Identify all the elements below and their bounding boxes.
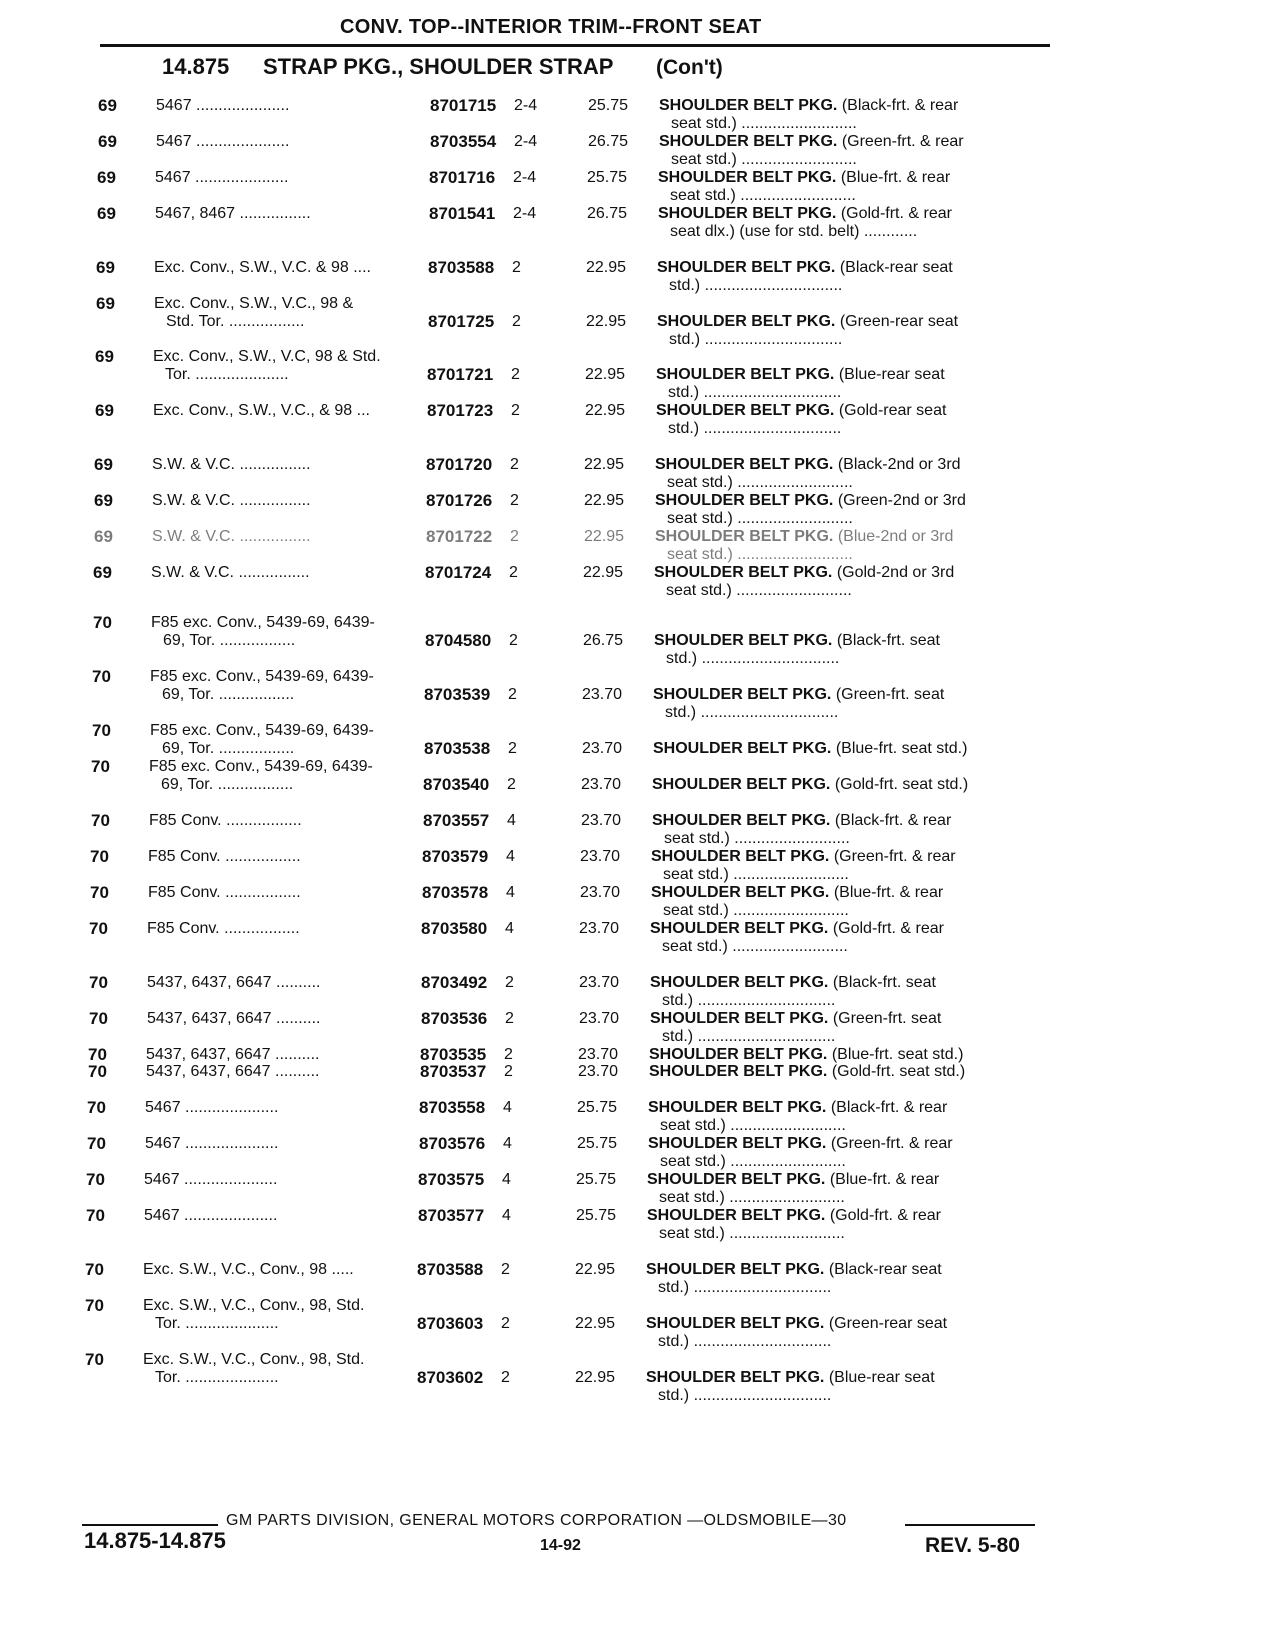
quantity: 4: [503, 1135, 512, 1152]
price: 25.75: [576, 1207, 617, 1224]
description-detail: seat std.) ..........................: [660, 1117, 846, 1134]
description-title: SHOULDER BELT PKG.: [649, 1046, 828, 1063]
title-rule: [100, 44, 1050, 47]
quantity: 2: [505, 1010, 514, 1027]
model-line: 5467 .....................: [145, 1135, 279, 1152]
quantity: 2-4: [513, 169, 537, 186]
description-title: SHOULDER BELT PKG.: [652, 776, 831, 793]
footer-revision: REV. 5-80: [925, 1534, 1020, 1557]
description-detail: (Blue-frt. seat std.): [831, 740, 968, 757]
model-line: Tor. .....................: [155, 1369, 279, 1386]
description: [657, 312, 958, 331]
model-year: 70: [89, 919, 108, 938]
description-detail: (Gold-frt. & rear: [825, 1207, 941, 1224]
description: [648, 1134, 953, 1153]
model-year: 69: [94, 455, 113, 474]
description-detail: (Green-frt. & rear: [837, 133, 964, 150]
model-year: 69: [95, 347, 114, 366]
description-title: SHOULDER BELT PKG.: [646, 1369, 825, 1386]
price: 23.70: [578, 1046, 619, 1063]
model-line: F85 exc. Conv., 5439-69, 6439-: [149, 758, 373, 775]
model-line: S.W. & V.C. ................: [151, 564, 310, 581]
description-detail: (Black-rear seat: [835, 259, 953, 276]
page-title: CONV. TOP--INTERIOR TRIM--FRONT SEAT: [340, 16, 762, 38]
quantity: 2: [510, 528, 519, 545]
description: [646, 1260, 942, 1279]
description: [657, 258, 953, 277]
part-number: 8703577: [418, 1206, 485, 1225]
quantity: 2: [510, 492, 519, 509]
part-number: 8703578: [422, 883, 489, 902]
model-line: Exc. Conv., S.W., V.C., 98 &: [154, 295, 354, 312]
part-number: 8704580: [425, 631, 492, 650]
description-detail: (Gold-rear seat: [834, 402, 947, 419]
price: 22.95: [586, 313, 627, 330]
description-title: SHOULDER BELT PKG.: [652, 812, 831, 829]
part-number: 8701725: [428, 312, 495, 331]
description-title: SHOULDER BELT PKG.: [654, 632, 833, 649]
model-line: Exc. Conv., S.W., V.C, 98 & Std.: [153, 348, 381, 365]
footer-rule-left: [82, 1524, 218, 1526]
description-detail: seat std.) ..........................: [666, 582, 852, 599]
description-detail: seat std.) ..........................: [671, 115, 857, 132]
quantity: 2-4: [513, 205, 537, 222]
description-title: SHOULDER BELT PKG.: [655, 492, 834, 509]
description-detail: (Black-2nd or 3rd: [833, 456, 961, 473]
model-line: 5467 .....................: [145, 1099, 279, 1116]
description-detail: std.) ...............................: [669, 331, 843, 348]
price: 25.75: [577, 1099, 618, 1116]
model-line: F85 exc. Conv., 5439-69, 6439-: [150, 668, 374, 685]
description: [656, 365, 945, 384]
description-title: SHOULDER BELT PKG.: [656, 366, 835, 383]
model-line: Exc. Conv., S.W., V.C., & 98 ...: [153, 402, 370, 419]
description-title: SHOULDER BELT PKG.: [655, 528, 834, 545]
quantity: 2: [509, 564, 518, 581]
price: 26.75: [588, 133, 629, 150]
description-title: SHOULDER BELT PKG.: [657, 259, 836, 276]
model-line: Tor. .....................: [155, 1315, 279, 1332]
description: [650, 1009, 941, 1028]
price: 23.70: [582, 686, 623, 703]
price: 23.70: [579, 1010, 620, 1027]
price: 22.95: [586, 259, 627, 276]
model-line: 5467, 8467 ................: [155, 205, 311, 222]
description: [650, 973, 936, 992]
part-number: 8701716: [429, 168, 496, 187]
part-number: 8701723: [427, 401, 494, 420]
quantity: 2: [508, 740, 517, 757]
quantity: 4: [503, 1099, 512, 1116]
model-year: 70: [89, 1009, 108, 1028]
model-year: 70: [90, 847, 109, 866]
part-number: 8701726: [426, 491, 493, 510]
quantity: 4: [502, 1171, 511, 1188]
model-line: Exc. S.W., V.C., Conv., 98 .....: [143, 1261, 354, 1278]
description: [651, 883, 943, 902]
model-line: F85 exc. Conv., 5439-69, 6439-: [150, 722, 374, 739]
model-year: 70: [87, 1098, 106, 1117]
footer-page-number: 14-92: [540, 1537, 581, 1554]
description-detail: (Green-rear seat: [835, 313, 959, 330]
description-detail: std.) ...............................: [658, 1333, 832, 1350]
description-detail: seat std.) ..........................: [659, 1189, 845, 1206]
description-detail: (Blue-frt. & rear: [825, 1171, 940, 1188]
part-number: 8703579: [422, 847, 489, 866]
description-detail: std.) ...............................: [662, 1028, 836, 1045]
description: [655, 455, 961, 474]
price: 22.95: [575, 1315, 616, 1332]
quantity: 2: [501, 1315, 510, 1332]
description: [647, 1170, 939, 1189]
part-number: 8701715: [430, 96, 497, 115]
quantity: 2: [507, 776, 516, 793]
model-line: 5467 .....................: [156, 133, 290, 150]
quantity: 2: [501, 1261, 510, 1278]
price: 22.95: [584, 528, 625, 545]
model-year: 69: [96, 258, 115, 277]
description-detail: (Black-frt. & rear: [826, 1099, 948, 1116]
model-line: S.W. & V.C. ................: [152, 528, 311, 545]
price: 23.70: [579, 920, 620, 937]
description-title: SHOULDER BELT PKG.: [651, 884, 830, 901]
description-detail: std.) ...............................: [658, 1387, 832, 1404]
model-line: F85 exc. Conv., 5439-69, 6439-: [151, 614, 375, 631]
description-detail: std.) ...............................: [669, 277, 843, 294]
price: 22.95: [585, 402, 626, 419]
description-detail: (Gold-frt. seat std.): [830, 776, 969, 793]
price: 22.95: [584, 492, 625, 509]
model-line: S.W. & V.C. ................: [152, 456, 311, 473]
footer-rule-right: [905, 1524, 1035, 1526]
description: [646, 1314, 947, 1333]
description-detail: (Black-frt. & rear: [837, 97, 959, 114]
model-year: 69: [95, 401, 114, 420]
model-year: 69: [97, 168, 116, 187]
description-detail: (Green-frt. & rear: [829, 848, 956, 865]
description: [658, 168, 950, 187]
part-number: 8701721: [427, 365, 494, 384]
model-year: 70: [92, 667, 111, 686]
description-detail: (Green-frt. seat: [831, 686, 945, 703]
description-title: SHOULDER BELT PKG.: [653, 686, 832, 703]
description-title: SHOULDER BELT PKG.: [657, 313, 836, 330]
description-detail: seat std.) ..........................: [667, 510, 853, 527]
model-year: 70: [90, 883, 109, 902]
model-line: 5437, 6437, 6647 ..........: [147, 1010, 321, 1027]
description-title: SHOULDER BELT PKG.: [650, 974, 829, 991]
description-detail: (Blue-2nd or 3rd: [833, 528, 954, 545]
description-title: SHOULDER BELT PKG.: [656, 402, 835, 419]
quantity: 2: [511, 366, 520, 383]
description-title: SHOULDER BELT PKG.: [655, 456, 834, 473]
price: 23.70: [580, 848, 621, 865]
model-line: Exc. Conv., S.W., V.C. & 98 ....: [154, 259, 371, 276]
description-detail: (Blue-frt. & rear: [836, 169, 951, 186]
quantity: 2: [510, 456, 519, 473]
part-number: 8703492: [421, 973, 488, 992]
quantity: 2: [512, 313, 521, 330]
part-number: 8703539: [424, 685, 491, 704]
description-title: SHOULDER BELT PKG.: [659, 97, 838, 114]
model-line: Std. Tor. .................: [166, 313, 305, 330]
price: 23.70: [578, 1063, 619, 1080]
section-name: STRAP PKG., SHOULDER STRAP: [263, 54, 614, 79]
description-title: SHOULDER BELT PKG.: [646, 1315, 825, 1332]
model-year: 70: [85, 1260, 104, 1279]
model-line: 69, Tor. .................: [162, 686, 295, 703]
description: [651, 847, 956, 866]
description-detail: (Green-frt. seat: [828, 1010, 942, 1027]
description-detail: std.) ...............................: [665, 704, 839, 721]
footer-section-range: 14.875-14.875: [84, 1528, 226, 1553]
price: 26.75: [587, 205, 628, 222]
model-year: 69: [94, 527, 113, 546]
quantity: 4: [506, 884, 515, 901]
model-line: 5437, 6437, 6647 ..........: [146, 1063, 320, 1080]
price: 22.95: [575, 1261, 616, 1278]
description-title: SHOULDER BELT PKG.: [649, 1063, 828, 1080]
price: 25.75: [577, 1135, 618, 1152]
description-title: SHOULDER BELT PKG.: [646, 1261, 825, 1278]
section-number: 14.875: [162, 54, 230, 79]
model-year: 69: [98, 96, 117, 115]
model-line: F85 Conv. .................: [147, 920, 300, 937]
description-title: SHOULDER BELT PKG.: [650, 920, 829, 937]
price: 22.95: [584, 456, 625, 473]
part-number: 8703554: [430, 132, 497, 151]
description-detail: seat std.) ..........................: [664, 830, 850, 847]
quantity: 2: [505, 974, 514, 991]
price: 22.95: [575, 1369, 616, 1386]
description-detail: (Green-2nd or 3rd: [833, 492, 966, 509]
description: [650, 919, 944, 938]
model-line: 69, Tor. .................: [162, 740, 295, 757]
description-detail: seat std.) ..........................: [663, 902, 849, 919]
description: [652, 811, 951, 830]
part-number: 8703557: [423, 811, 490, 830]
part-number: 8703535: [420, 1045, 487, 1064]
model-year: 69: [96, 294, 115, 313]
description-detail: (Blue-rear seat: [834, 366, 945, 383]
quantity: 4: [507, 812, 516, 829]
part-number: 8701724: [425, 563, 492, 582]
part-number: 8703603: [417, 1314, 484, 1333]
model-year: 69: [97, 204, 116, 223]
description: [659, 132, 964, 151]
model-year: 70: [92, 721, 111, 740]
description: [653, 739, 967, 758]
description-detail: seat std.) ..........................: [670, 187, 856, 204]
description-detail: (Gold-frt. & rear: [828, 920, 944, 937]
model-year: 70: [91, 811, 110, 830]
description-title: SHOULDER BELT PKG.: [658, 205, 837, 222]
model-line: 5467 .....................: [144, 1207, 278, 1224]
model-year: 70: [85, 1296, 104, 1315]
price: 23.70: [579, 974, 620, 991]
description-detail: (Black-frt. seat: [828, 974, 936, 991]
description-detail: seat std.) ..........................: [662, 938, 848, 955]
quantity: 2: [501, 1369, 510, 1386]
description-detail: (Black-frt. seat: [832, 632, 940, 649]
description-detail: (Green-frt. & rear: [826, 1135, 953, 1152]
model-year: 70: [91, 757, 110, 776]
description: [648, 1098, 947, 1117]
price: 23.70: [581, 776, 622, 793]
description-detail: (Black-frt. & rear: [830, 812, 952, 829]
part-number: 8703537: [420, 1062, 487, 1081]
part-number: 8703558: [419, 1098, 486, 1117]
description-title: SHOULDER BELT PKG.: [647, 1171, 826, 1188]
quantity: 2: [512, 259, 521, 276]
section-continued: (Con't): [656, 56, 723, 79]
description: [653, 685, 944, 704]
description-title: SHOULDER BELT PKG.: [651, 848, 830, 865]
model-line: 5467 .....................: [155, 169, 289, 186]
description-detail: (Green-rear seat: [824, 1315, 948, 1332]
description-detail: seat std.) ..........................: [663, 866, 849, 883]
description-detail: seat std.) ..........................: [659, 1225, 845, 1242]
quantity: 2: [508, 686, 517, 703]
description-detail: seat std.) ..........................: [667, 474, 853, 491]
quantity: 2: [504, 1063, 513, 1080]
model-year: 70: [86, 1170, 105, 1189]
quantity: 4: [506, 848, 515, 865]
quantity: 2-4: [514, 97, 538, 114]
quantity: 2: [504, 1046, 513, 1063]
description: [652, 775, 968, 794]
model-line: 69, Tor. .................: [163, 632, 296, 649]
description-detail: std.) ...............................: [668, 420, 842, 437]
model-year: 70: [88, 1045, 107, 1064]
quantity: 2-4: [514, 133, 538, 150]
description-detail: (Gold-2nd or 3rd: [832, 564, 955, 581]
description: [659, 96, 958, 115]
description-title: SHOULDER BELT PKG.: [648, 1099, 827, 1116]
part-number: 8701541: [429, 204, 496, 223]
part-number: 8703588: [428, 258, 495, 277]
model-line: Exc. S.W., V.C., Conv., 98, Std.: [143, 1297, 365, 1314]
model-line: 5467 .....................: [156, 97, 290, 114]
description: [649, 1062, 965, 1081]
model-year: 70: [87, 1134, 106, 1153]
quantity: 4: [505, 920, 514, 937]
description-title: SHOULDER BELT PKG.: [654, 564, 833, 581]
description-detail: (Blue-frt. seat std.): [827, 1046, 964, 1063]
description-detail: std.) ...............................: [662, 992, 836, 1009]
model-line: 69, Tor. .................: [161, 776, 294, 793]
description-title: SHOULDER BELT PKG.: [647, 1207, 826, 1224]
model-line: 5437, 6437, 6647 ..........: [146, 1046, 320, 1063]
part-number: 8703580: [421, 919, 488, 938]
description: [658, 204, 952, 223]
footer-publisher: GM PARTS DIVISION, GENERAL MOTORS CORPORATION —OLDSMOBILE—30: [226, 1512, 847, 1529]
price: 26.75: [583, 632, 624, 649]
model-line: F85 Conv. .................: [148, 884, 301, 901]
model-year: 69: [93, 563, 112, 582]
price: 25.75: [576, 1171, 617, 1188]
quantity: 4: [502, 1207, 511, 1224]
price: 23.70: [581, 812, 622, 829]
model-line: Tor. .....................: [165, 366, 289, 383]
price: 25.75: [587, 169, 628, 186]
quantity: 2: [511, 402, 520, 419]
description: [654, 631, 940, 650]
description-detail: seat std.) ..........................: [667, 546, 853, 563]
quantity: 2: [509, 632, 518, 649]
description: [655, 491, 966, 510]
description: [656, 401, 946, 420]
part-number: 8703588: [417, 1260, 484, 1279]
description-detail: (Blue-frt. & rear: [829, 884, 944, 901]
description-detail: (Blue-rear seat: [824, 1369, 935, 1386]
part-number: 8703576: [419, 1134, 486, 1153]
part-number: 8701722: [426, 527, 493, 546]
model-year: 70: [86, 1206, 105, 1225]
description-detail: (Gold-frt. seat std.): [827, 1063, 966, 1080]
model-year: 69: [98, 132, 117, 151]
model-line: Exc. S.W., V.C., Conv., 98, Std.: [143, 1351, 365, 1368]
description-title: SHOULDER BELT PKG.: [658, 169, 837, 186]
description: [647, 1206, 941, 1225]
price: 23.70: [582, 740, 623, 757]
description-title: SHOULDER BELT PKG.: [648, 1135, 827, 1152]
description-detail: (Black-rear seat: [824, 1261, 942, 1278]
price: 23.70: [580, 884, 621, 901]
part-number: 8701720: [426, 455, 493, 474]
model-year: 70: [93, 613, 112, 632]
part-number: 8703536: [421, 1009, 488, 1028]
part-number: 8703602: [417, 1368, 484, 1387]
model-year: 69: [94, 491, 113, 510]
part-number: 8703538: [424, 739, 491, 758]
description-detail: std.) ...............................: [658, 1279, 832, 1296]
description-title: SHOULDER BELT PKG.: [653, 740, 832, 757]
model-line: 5437, 6437, 6647 ..........: [147, 974, 321, 991]
description-detail: seat dlx.) (use for std. belt) ............: [670, 223, 918, 240]
description: [654, 563, 954, 582]
description-title: SHOULDER BELT PKG.: [659, 133, 838, 150]
price: 25.75: [588, 97, 629, 114]
description: [646, 1368, 935, 1387]
description: [655, 527, 953, 546]
model-year: 70: [85, 1350, 104, 1369]
model-year: 70: [88, 1062, 107, 1081]
description-title: SHOULDER BELT PKG.: [650, 1010, 829, 1027]
part-number: 8703575: [418, 1170, 485, 1189]
description-detail: std.) ...............................: [666, 650, 840, 667]
part-number: 8703540: [423, 775, 490, 794]
model-line: S.W. & V.C. ................: [152, 492, 311, 509]
model-line: F85 Conv. .................: [149, 812, 302, 829]
price: 22.95: [585, 366, 626, 383]
model-year: 70: [89, 973, 108, 992]
description-detail: seat std.) ..........................: [660, 1153, 846, 1170]
description-detail: seat std.) ..........................: [671, 151, 857, 168]
description-detail: std.) ...............................: [668, 384, 842, 401]
description-detail: (Gold-frt. & rear: [836, 205, 952, 222]
model-line: F85 Conv. .................: [148, 848, 301, 865]
model-line: 5467 .....................: [144, 1171, 278, 1188]
price: 22.95: [583, 564, 624, 581]
